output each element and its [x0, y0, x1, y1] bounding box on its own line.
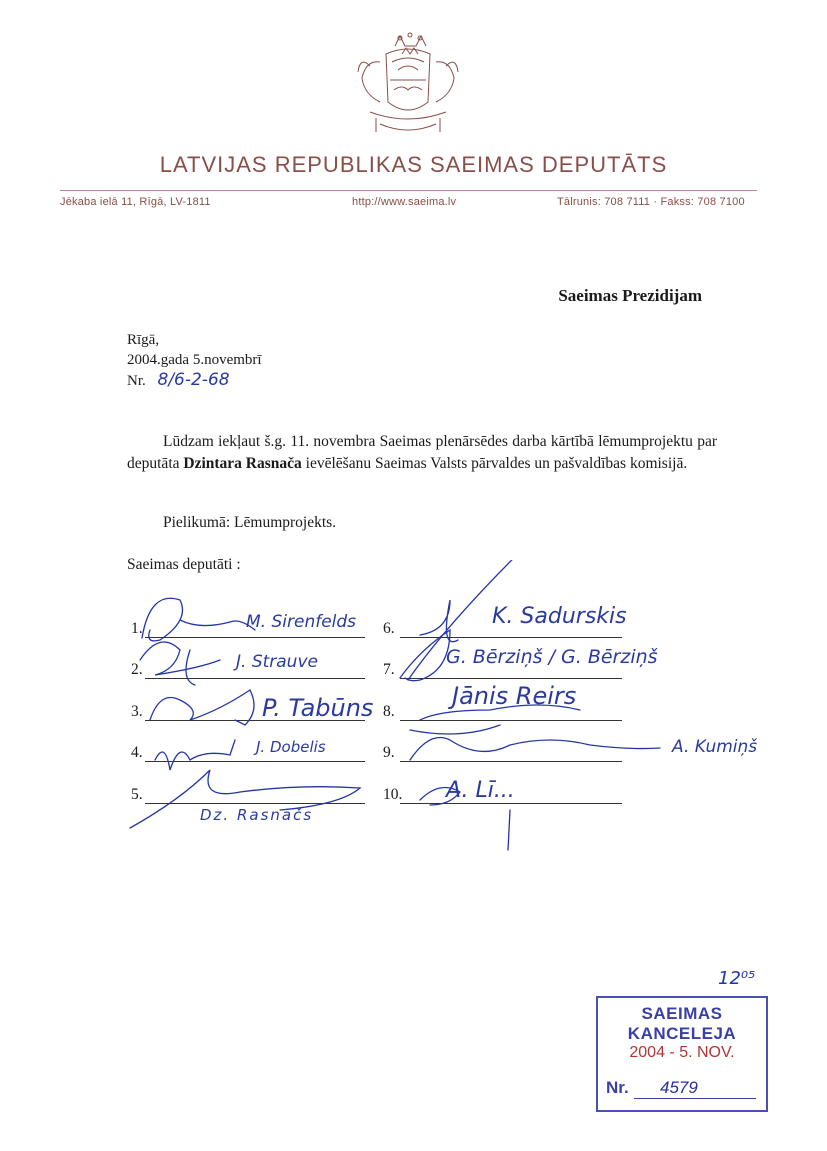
coat-of-arms-icon	[340, 32, 476, 140]
signature-name-10: A. Lī...	[446, 778, 515, 803]
signature-name-4: J. Dobelis	[256, 738, 326, 756]
signature-num-10: 10.	[383, 786, 403, 803]
body-part1: Lūdzam iekļaut š.g. 11. novembra Saeimas plenārsēdes darba kārtībā lēmumprojektu par deputāta	[127, 433, 717, 472]
signature-name-7: G. Bērziņš / G. Bērziņš	[446, 646, 658, 668]
letterhead-address: Jēkaba ielā 11, Rīgā, LV-1811	[60, 196, 211, 208]
letterhead-website: http://www.saeima.lv	[352, 196, 457, 208]
letter-number-value: 8/6-2-68	[157, 370, 230, 390]
letter-number	[127, 370, 230, 390]
letter-place-date	[127, 330, 262, 370]
signature-name-5: Dz. Rasnačs	[200, 806, 314, 824]
letterhead-phone-fax: Tālrunis: 708 7111 · Fakss: 708 7100	[557, 196, 745, 208]
signature-num-3: 3.	[131, 703, 143, 720]
stamp-date: 2004 - 5. NOV.	[629, 1044, 735, 1061]
letter-number-label: Nr.	[127, 373, 146, 389]
letterhead-divider	[60, 190, 757, 191]
signature-name-9: A. Kumiņš	[672, 737, 758, 757]
stamp-number-line	[634, 1098, 756, 1099]
signature-num-6: 6.	[383, 620, 395, 637]
letter-body	[127, 431, 717, 475]
signature-num-7: 7.	[383, 661, 395, 678]
stamp-number-value: 4579	[660, 1078, 698, 1097]
stamp-handwritten-note: 12⁰⁵	[718, 968, 756, 989]
stamp-title: SAEIMAS KANCELEJA	[627, 1004, 737, 1043]
signatories-label: Saeimas deputāti :	[127, 556, 241, 573]
signature-num-5: 5.	[131, 786, 143, 803]
recipient: Saeimas Prezidijam	[558, 286, 702, 305]
body-name: Dzintara Rasnača	[183, 455, 302, 472]
signature-num-8: 8.	[383, 703, 395, 720]
letter-date: 2004.gada 5.novembrī	[127, 352, 262, 368]
signature-name-2: J. Strauve	[236, 652, 318, 672]
signature-name-3: P. Tabūns	[262, 694, 374, 722]
signature-num-9: 9.	[383, 744, 395, 761]
registration-stamp	[596, 996, 768, 1112]
signature-name-1: M. Sirenfelds	[246, 612, 357, 632]
attachment-note: Pielikumā: Lēmumprojekts.	[163, 514, 337, 531]
signature-num-4: 4.	[131, 744, 143, 761]
signature-name-6: K. Sadurskis	[492, 604, 627, 629]
body-part2: ievēlēšanu Saeimas Valsts pārvaldes un pašvaldības komisijā.	[305, 455, 688, 472]
signature-num-2: 2.	[131, 661, 143, 678]
letter-place: Rīgā,	[127, 332, 160, 348]
letterhead-title: LATVIJAS REPUBLIKAS SAEIMAS DEPUTĀTS	[159, 152, 668, 177]
stamp-number-label: Nr.	[606, 1078, 629, 1097]
signature-num-1: 1.	[131, 620, 143, 637]
signature-name-8: Jānis Reirs	[452, 682, 577, 710]
